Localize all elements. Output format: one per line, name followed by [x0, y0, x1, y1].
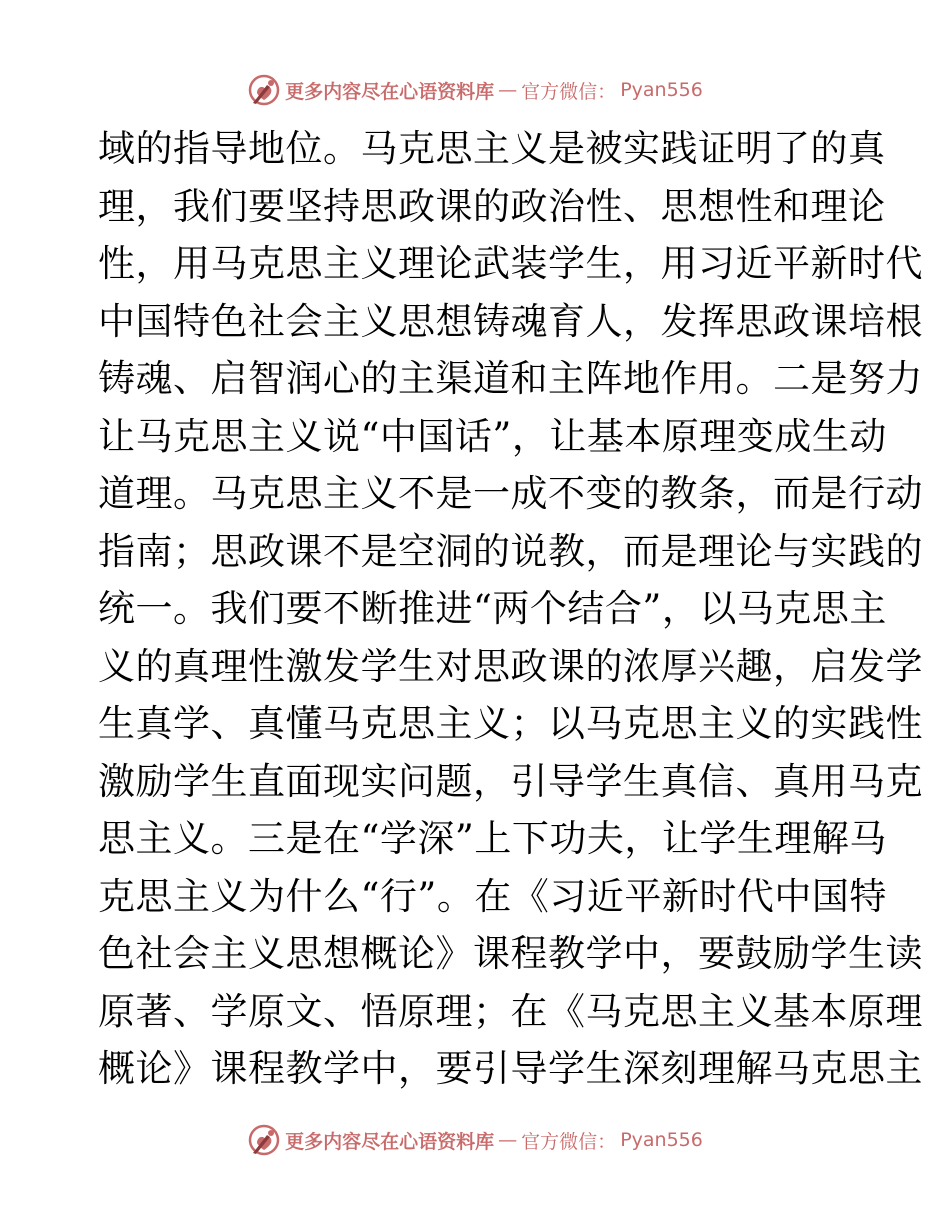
- header-wechat-id: Pyan556: [620, 79, 703, 101]
- body-line: 原著、学原文、悟原理；在《马克思主义基本原理: [98, 989, 923, 1033]
- body-line: 指南；思政课不是空洞的说教，而是理论与实践的: [98, 529, 923, 573]
- body-line: 激励学生直面现实问题，引导学生真信、真用马克: [98, 759, 923, 803]
- footer-title: 更多内容尽在心语资料库: [285, 1130, 495, 1153]
- footer-wechat-label: 官方微信：: [521, 1130, 617, 1153]
- pen-heart-logo-icon: [247, 73, 281, 107]
- body-line: 道理。马克思主义不是一成不变的教条，而是行动: [98, 472, 923, 515]
- body-line: 域的指导地位。马克思主义是被实践证明了的真: [98, 127, 886, 170]
- body-line: 性，用马克思主义理论武装学生，用习近平新时代: [98, 242, 923, 285]
- body-line: 色社会主义思想概论》课程教学中，要鼓励学生读: [98, 932, 923, 975]
- body-line: 理，我们要坚持思政课的政治性、思想性和理论: [98, 184, 886, 228]
- footer-banner-content: [247, 1123, 703, 1157]
- footer-wechat-id: Pyan556: [620, 1129, 703, 1151]
- footer-dash: —: [498, 1129, 518, 1151]
- header-wechat-label: 官方微信：: [521, 80, 617, 103]
- header-banner-content: [247, 73, 703, 107]
- body-line: 概论》课程教学中，要引导学生深刻理解马克思主: [98, 1047, 923, 1090]
- header-banner: [0, 70, 950, 110]
- header-dash: —: [498, 79, 518, 101]
- body-line: 生真学、真懂马克思主义；以马克思主义的实践性: [98, 702, 923, 745]
- body-line: 统一。我们要不断推进“两个结合”，以马克思主: [98, 587, 887, 630]
- body-line: 义的真理性激发学生对思政课的浓厚兴趣，启发学: [98, 644, 923, 688]
- body-line: 让马克思主义说“中国话”，让基本原理变成生动: [98, 414, 887, 458]
- pen-heart-logo-icon: [247, 1123, 281, 1157]
- body-line: 铸魂、启智润心的主渠道和主阵地作用。二是努力: [98, 357, 923, 400]
- document-body: [98, 120, 923, 1098]
- body-line: 克思主义为什么“行”。在《习近平新时代中国特: [98, 874, 887, 918]
- header-title: 更多内容尽在心语资料库: [285, 80, 495, 103]
- body-line: 思主义。三是在“学深”上下功夫，让学生理解马: [98, 817, 887, 860]
- body-line: 中国特色社会主义思想铸魂育人，发挥思政课培根: [98, 299, 923, 343]
- footer-banner: [0, 1120, 950, 1160]
